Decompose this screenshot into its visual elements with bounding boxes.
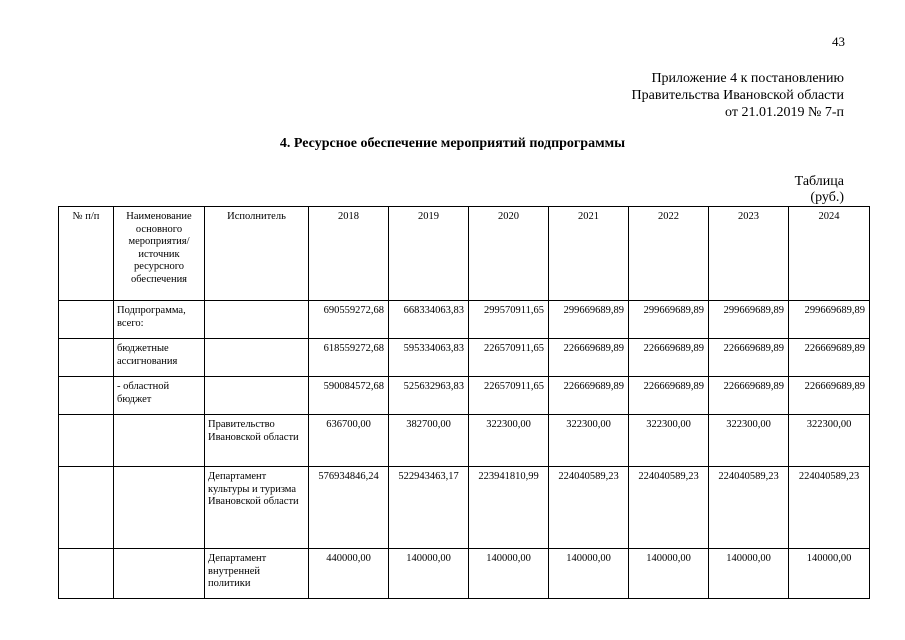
row-name-cell: бюджетные ассигнования [114,339,205,377]
row-executor-cell [205,301,309,339]
row-value-cell: 322300,00 [549,415,629,467]
row-value-cell: 226669689,89 [709,339,789,377]
table-row [59,549,870,599]
table-row [59,301,870,339]
row-name-cell [114,549,205,599]
row-num-cell [59,467,114,549]
row-value-cell: 224040589,23 [629,467,709,549]
row-value-cell: 223941810,99 [469,467,549,549]
header-num: № п/п [59,207,114,301]
row-executor-cell: Департамент внутренней политики [205,549,309,599]
row-executor-cell: Правительство Ивановской области [205,415,309,467]
table-caption-unit: (руб.) [810,190,844,205]
row-value-cell: 140000,00 [709,549,789,599]
header-year: 2024 [789,207,870,301]
row-value-cell: 224040589,23 [709,467,789,549]
header-name: Наименование основного мероприятия/ источник ресурсного обеспечения [114,207,205,301]
appendix-note [632,70,844,121]
row-num-cell [59,415,114,467]
row-value-cell: 226669689,89 [549,339,629,377]
row-value-cell: 668334063,83 [389,301,469,339]
table-row [59,339,870,377]
row-num-cell [59,339,114,377]
header-year: 2019 [389,207,469,301]
row-value-cell: 595334063,83 [389,339,469,377]
row-value-cell: 618559272,68 [309,339,389,377]
row-value-cell: 140000,00 [469,549,549,599]
row-executor-cell [205,339,309,377]
row-value-cell: 322300,00 [629,415,709,467]
row-value-cell: 322300,00 [469,415,549,467]
row-value-cell: 440000,00 [309,549,389,599]
table-row [59,467,870,549]
table-caption-label: Таблица [794,174,844,189]
row-value-cell: 322300,00 [789,415,870,467]
row-num-cell [59,301,114,339]
row-value-cell: 322300,00 [709,415,789,467]
row-name-cell: - областной бюджет [114,377,205,415]
row-num-cell [59,377,114,415]
appendix-line-2: Правительства Ивановской области [631,88,844,103]
row-value-cell: 525632963,83 [389,377,469,415]
row-executor-cell [205,377,309,415]
header-year: 2021 [549,207,629,301]
header-year: 2018 [309,207,389,301]
table-header-row [59,207,870,301]
header-executor: Исполнитель [205,207,309,301]
header-year: 2023 [709,207,789,301]
row-value-cell: 522943463,17 [389,467,469,549]
page-number: 43 [832,34,845,49]
row-value-cell: 226669689,89 [789,377,870,415]
row-executor-cell: Департамент культуры и туризма Ивановской области [205,467,309,549]
row-value-cell: 140000,00 [789,549,870,599]
row-num-cell [59,549,114,599]
page-title: 4. Ресурсное обеспечение мероприятий подпрограммы [279,136,626,151]
row-value-cell: 226669689,89 [549,377,629,415]
row-value-cell: 140000,00 [389,549,469,599]
row-value-cell: 226669689,89 [789,339,870,377]
row-value-cell: 226669689,89 [709,377,789,415]
row-value-cell: 224040589,23 [789,467,870,549]
table-row [59,377,870,415]
row-value-cell: 224040589,23 [549,467,629,549]
row-value-cell: 299669689,89 [549,301,629,339]
row-value-cell: 226570911,65 [469,377,549,415]
row-name-cell [114,415,205,467]
row-name-cell [114,467,205,549]
row-value-cell: 299669689,89 [789,301,870,339]
row-value-cell: 140000,00 [629,549,709,599]
row-value-cell: 576934846,24 [309,467,389,549]
row-value-cell: 590084572,68 [309,377,389,415]
appendix-line-1: Приложение 4 к постановлению [651,71,844,86]
row-value-cell: 299669689,89 [709,301,789,339]
row-value-cell: 382700,00 [389,415,469,467]
header-year: 2022 [629,207,709,301]
row-value-cell: 140000,00 [549,549,629,599]
row-value-cell: 226570911,65 [469,339,549,377]
row-name-cell: Подпрограмма, всего: [114,301,205,339]
row-value-cell: 299669689,89 [629,301,709,339]
row-value-cell: 299570911,65 [469,301,549,339]
row-value-cell: 636700,00 [309,415,389,467]
row-value-cell: 226669689,89 [629,377,709,415]
header-year: 2020 [469,207,549,301]
row-value-cell: 226669689,89 [629,339,709,377]
table-caption [795,174,844,206]
table-row [59,415,870,467]
row-value-cell: 690559272,68 [309,301,389,339]
appendix-line-3: от 21.01.2019 № 7-п [725,105,844,120]
resource-table [58,206,870,599]
